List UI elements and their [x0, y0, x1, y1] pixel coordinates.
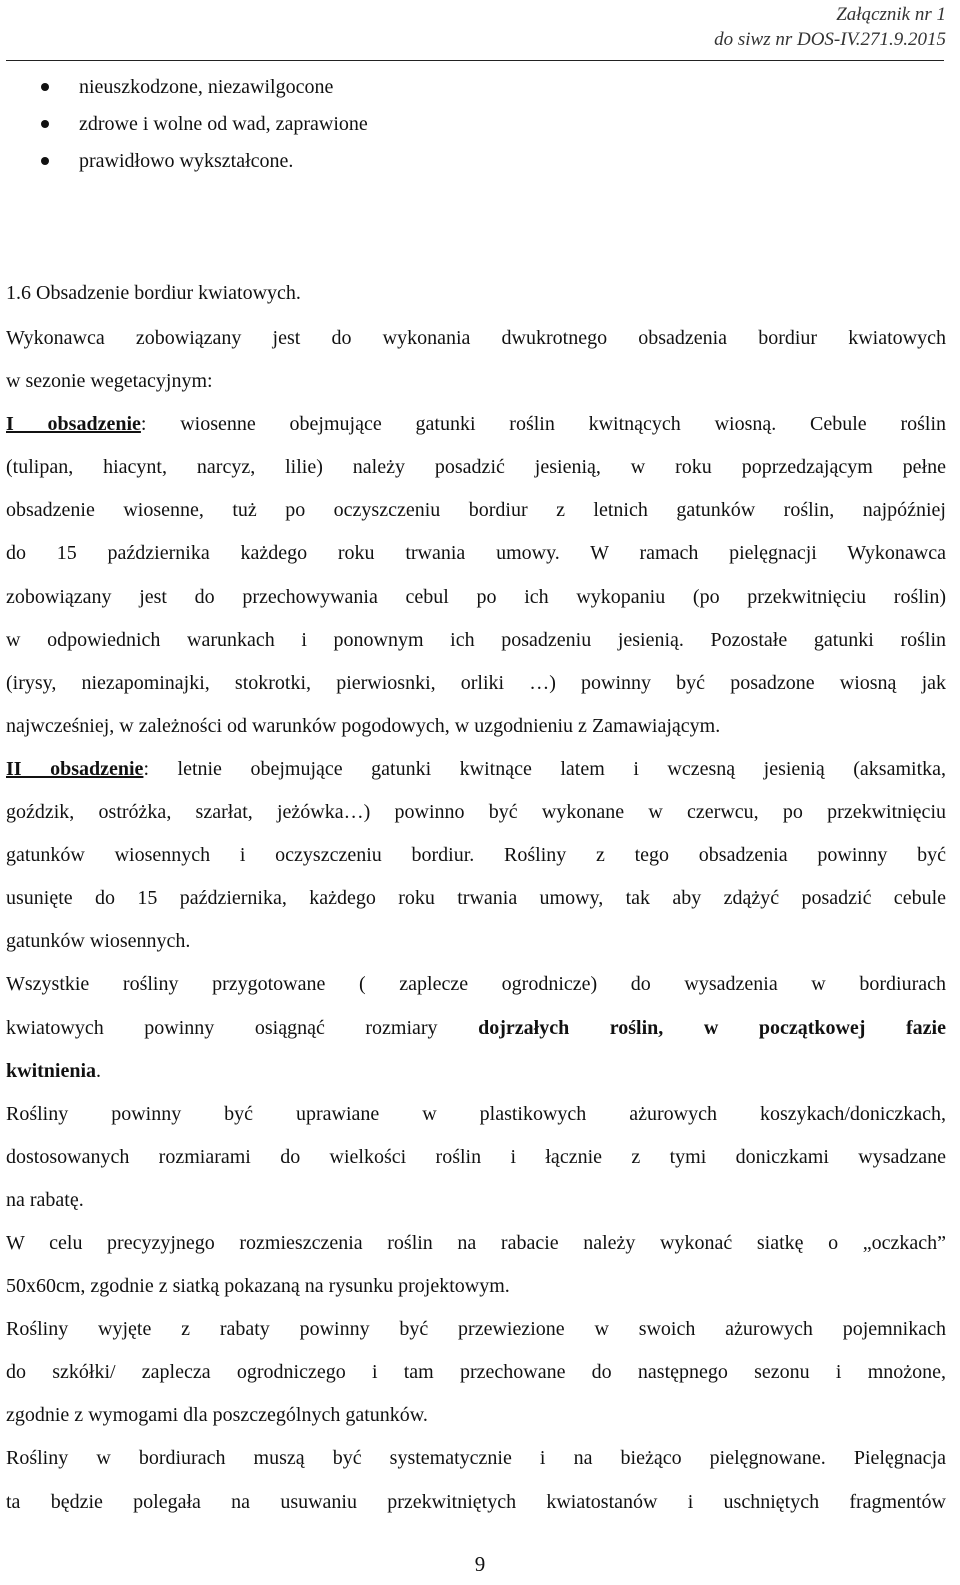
section-body — [6, 280, 946, 1532]
requirements-bullet-list — [0, 74, 960, 185]
bullet-icon — [41, 83, 49, 91]
header-divider — [6, 60, 944, 61]
text-line: goździk, ostróżka, szarłat, jeżówka…) powinno być wykonane w czerwcu, po przekwitnięciu — [6, 801, 946, 824]
section-heading: 1.6 Obsadzenie bordiur kwiatowych. — [6, 282, 301, 304]
attachment-label: Załącznik nr 1 — [836, 4, 946, 25]
bullet-item: nieuszkodzone, niezawilgocone — [0, 74, 960, 111]
text-line: Rośliny powinny być uprawiane w plastikowych ażurowych koszykach/doniczkach, — [6, 1102, 946, 1125]
page-header — [714, 2, 946, 52]
bullet-icon — [41, 120, 49, 128]
text-line: do szkółki/ zaplecza ogrodniczego i tam przechowane do następnego sezonu i mnożone, — [6, 1361, 946, 1384]
text-line: II obsadzenie: letnie obejmujące gatunki kwitnące latem i wczesną jesienią (aksamitka, — [6, 757, 946, 780]
bullet-icon — [41, 157, 49, 165]
text-line: Rośliny w bordiurach muszą być systematycznie i na bieżąco pielęgnowane. Pielęgnacja — [6, 1447, 946, 1470]
text-line: Rośliny wyjęte z rabaty powinny być przewiezione w swoich ażurowych pojemnikach — [6, 1318, 946, 1341]
text-line: gatunków wiosennych. — [6, 930, 191, 953]
text-line: usunięte do 15 października, każdego roku trwania umowy, tak aby zdążyć posadzić cebule — [6, 887, 946, 910]
text-line: kwiatowych powinny osiągnąć rozmiary dojrzałych roślin, w początkowej fazie — [6, 1016, 946, 1039]
first-planting-label: I obsadzenie — [6, 413, 141, 436]
second-planting-label: II obsadzenie — [6, 757, 144, 780]
text-line: najwcześniej, w zależności od warunków pogodowych, w uzgodnieniu z Zamawiającym. — [6, 714, 721, 737]
page-number: 9 — [474, 1552, 486, 1576]
text-line: do 15 października każdego roku trwania umowy. W ramach pielęgnacji Wykonawca — [6, 542, 946, 565]
text-line: gatunków wiosennych i oczyszczeniu bordiur. Rośliny z tego obsadzenia powinny być — [6, 844, 946, 867]
text-line: (irysy, niezapominajki, stokrotki, pierwiosnki, orliki …) powinny być posadzone wiosną jak — [6, 671, 946, 694]
bullet-item: prawidłowo wykształcone. — [0, 148, 960, 185]
text-line: Wszystkie rośliny przygotowane ( zaplecze ogrodnicze) do wysadzenia w bordiurach — [6, 973, 946, 996]
text-line: zobowiązany jest do przechowywania cebul po ich wykopaniu (po przekwitnięciu roślin) — [6, 585, 946, 608]
text-line: w odpowiednich warunkach i ponownym ich posadzeniu jesienią. Pozostałe gatunki roślin — [6, 628, 946, 651]
text-line: ta będzie polegała na usuwaniu przekwitniętych kwiatostanów i uschniętych fragmentów — [6, 1490, 946, 1513]
text-line: na rabatę. — [6, 1188, 84, 1211]
bullet-item: zdrowe i wolne od wad, zaprawione — [0, 111, 960, 148]
tender-reference: do siwz nr DOS-IV.271.9.2015 — [714, 29, 946, 50]
size-requirement-end: kwitnienia — [6, 1059, 97, 1082]
text-line: w sezonie wegetacyjnym: — [6, 370, 213, 393]
text-line: kwitnienia. — [6, 1059, 102, 1082]
text-line: W celu precyzyjnego rozmieszczenia roślin na rabacie należy wykonać siatkę o „oczkach” — [6, 1231, 946, 1254]
text-line: I obsadzenie: wiosenne obejmujące gatunki roślin kwitnących wiosną. Cebule roślin — [6, 413, 947, 436]
text-line: obsadzenie wiosenne, tuż po oczyszczeniu bordiur z letnich gatunków roślin, najpóźniej — [6, 499, 946, 522]
text-line: zgodnie z wymogami dla poszczególnych gatunków. — [6, 1404, 428, 1427]
text-line: Wykonawca zobowiązany jest do wykonania dwukrotnego obsadzenia bordiur kwiatowych — [6, 327, 946, 349]
text-line: (tulipan, hiacynt, narcyz, lilie) należy posadzić jesienią, w roku poprzedzającym pełne — [6, 456, 946, 479]
text-line: dostosowanych rozmiarami do wielkości roślin i łącznie z tymi doniczkami wysadzane — [6, 1145, 946, 1168]
text-line: 50x60cm, zgodnie z siatką pokazaną na rysunku projektowym. — [6, 1275, 510, 1298]
size-requirement: dojrzałych roślin, w początkowej fazie — [478, 1016, 946, 1039]
